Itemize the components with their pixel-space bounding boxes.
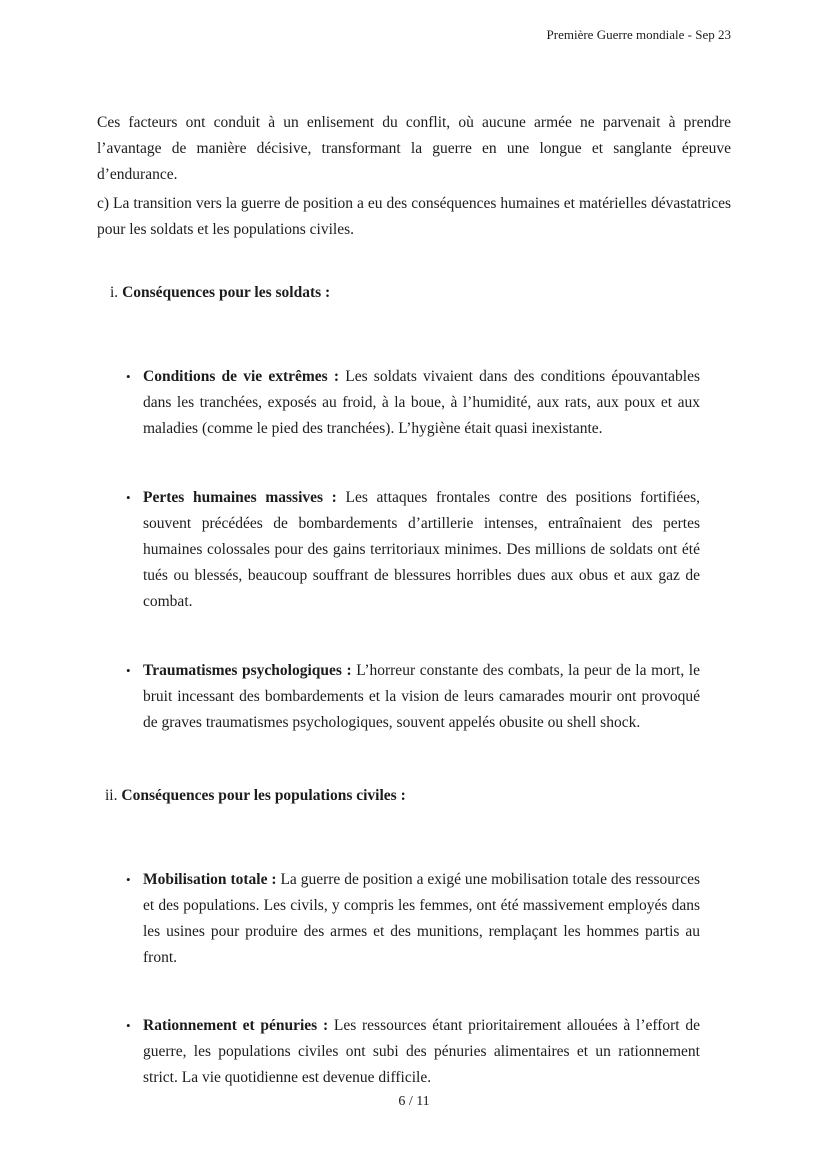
bullet-list-soldats — [97, 364, 731, 736]
bullet-icon: • — [126, 369, 131, 384]
list-item-label: Rationnement et pénuries : — [143, 1017, 329, 1034]
list-item-label: Mobilisation totale : — [143, 871, 277, 888]
list-item-text: Les soldats vivaient dans des conditions épouvantables dans les tranchées, exposés au froid, à la boue, à l’humidité, aux rats, aux poux et aux maladies (comme le pied des tranchées). L’hygiène était quasi inexistante. — [143, 368, 701, 437]
bullet-icon: • — [126, 490, 131, 505]
list-item-label: Pertes humaines massives : — [143, 489, 337, 506]
bullet-icon: • — [126, 1018, 131, 1033]
list-item-text: Les attaques frontales contre des positions fortifiées, souvent précédées de bombardements d’artillerie intenses, entraînaient des pertes humaines colossales pour des gains territoriaux minimes. Des millions de soldats ont été tués ou blessés, beaucoup souffrant de blessures horribles dues aux obus et aux gaz de combat. — [143, 489, 700, 610]
list-item-body — [143, 1013, 700, 1091]
list-item-body — [143, 364, 700, 442]
list-item-body — [143, 485, 700, 615]
page-header: Première Guerre mondiale - Sep 23 — [546, 27, 731, 42]
section-heading-soldats — [110, 280, 731, 306]
list-item-text: Les ressources étant prioritairement allouées à l’effort de guerre, les populations civiles ont subi des pénuries alimentaires et un rationnement strict. La vie quotidienne est devenue difficile. — [143, 1017, 700, 1086]
paragraph: Ces facteurs ont conduit à un enlisement du conflit, où aucune armée ne parvenait à prendre l’avantage de manière décisive, transformant la guerre en une longue et sanglante épreuve d’endurance. — [97, 114, 731, 183]
section-heading-civils — [105, 783, 731, 809]
paragraph: c) La transition vers la guerre de position a eu des conséquences humaines et matérielles dévastatrices pour les soldats et les populations civiles. — [97, 195, 731, 238]
list-item — [126, 364, 700, 442]
list-item-label: Traumatismes psychologiques : — [143, 662, 352, 679]
bullet-list-civils — [97, 867, 731, 1091]
section-numeral: ii. — [105, 787, 118, 804]
section-numeral: i. — [110, 284, 119, 301]
section-title: Conséquences pour les soldats : — [122, 284, 331, 301]
list-item-text: La guerre de position a exigé une mobilisation totale des ressources et des populations. Les civils, y compris les femmes, ont été massivement employés dans les usines pour produire des armes et des munitions, remplaçant les hommes partis au front. — [143, 871, 701, 966]
bullet-icon: • — [126, 663, 131, 678]
list-item-body — [143, 867, 700, 971]
list-item — [126, 658, 700, 736]
page-number: 6 / 11 — [398, 1094, 430, 1109]
list-item — [126, 867, 700, 971]
list-item — [126, 485, 700, 615]
bullet-icon: • — [126, 872, 131, 887]
list-item-body — [143, 658, 700, 736]
section-title: Conséquences pour les populations civiles : — [121, 787, 406, 804]
list-item — [126, 1013, 700, 1091]
document-body — [97, 110, 731, 1091]
list-item-label: Conditions de vie extrêmes : — [143, 368, 340, 385]
list-item-text: L’horreur constante des combats, la peur de la mort, le bruit incessant des bombardements et la vision de leurs camarades mourir ont provoqué de graves traumatismes psychologiques, souvent appelés obusite ou shell shock. — [143, 662, 700, 731]
